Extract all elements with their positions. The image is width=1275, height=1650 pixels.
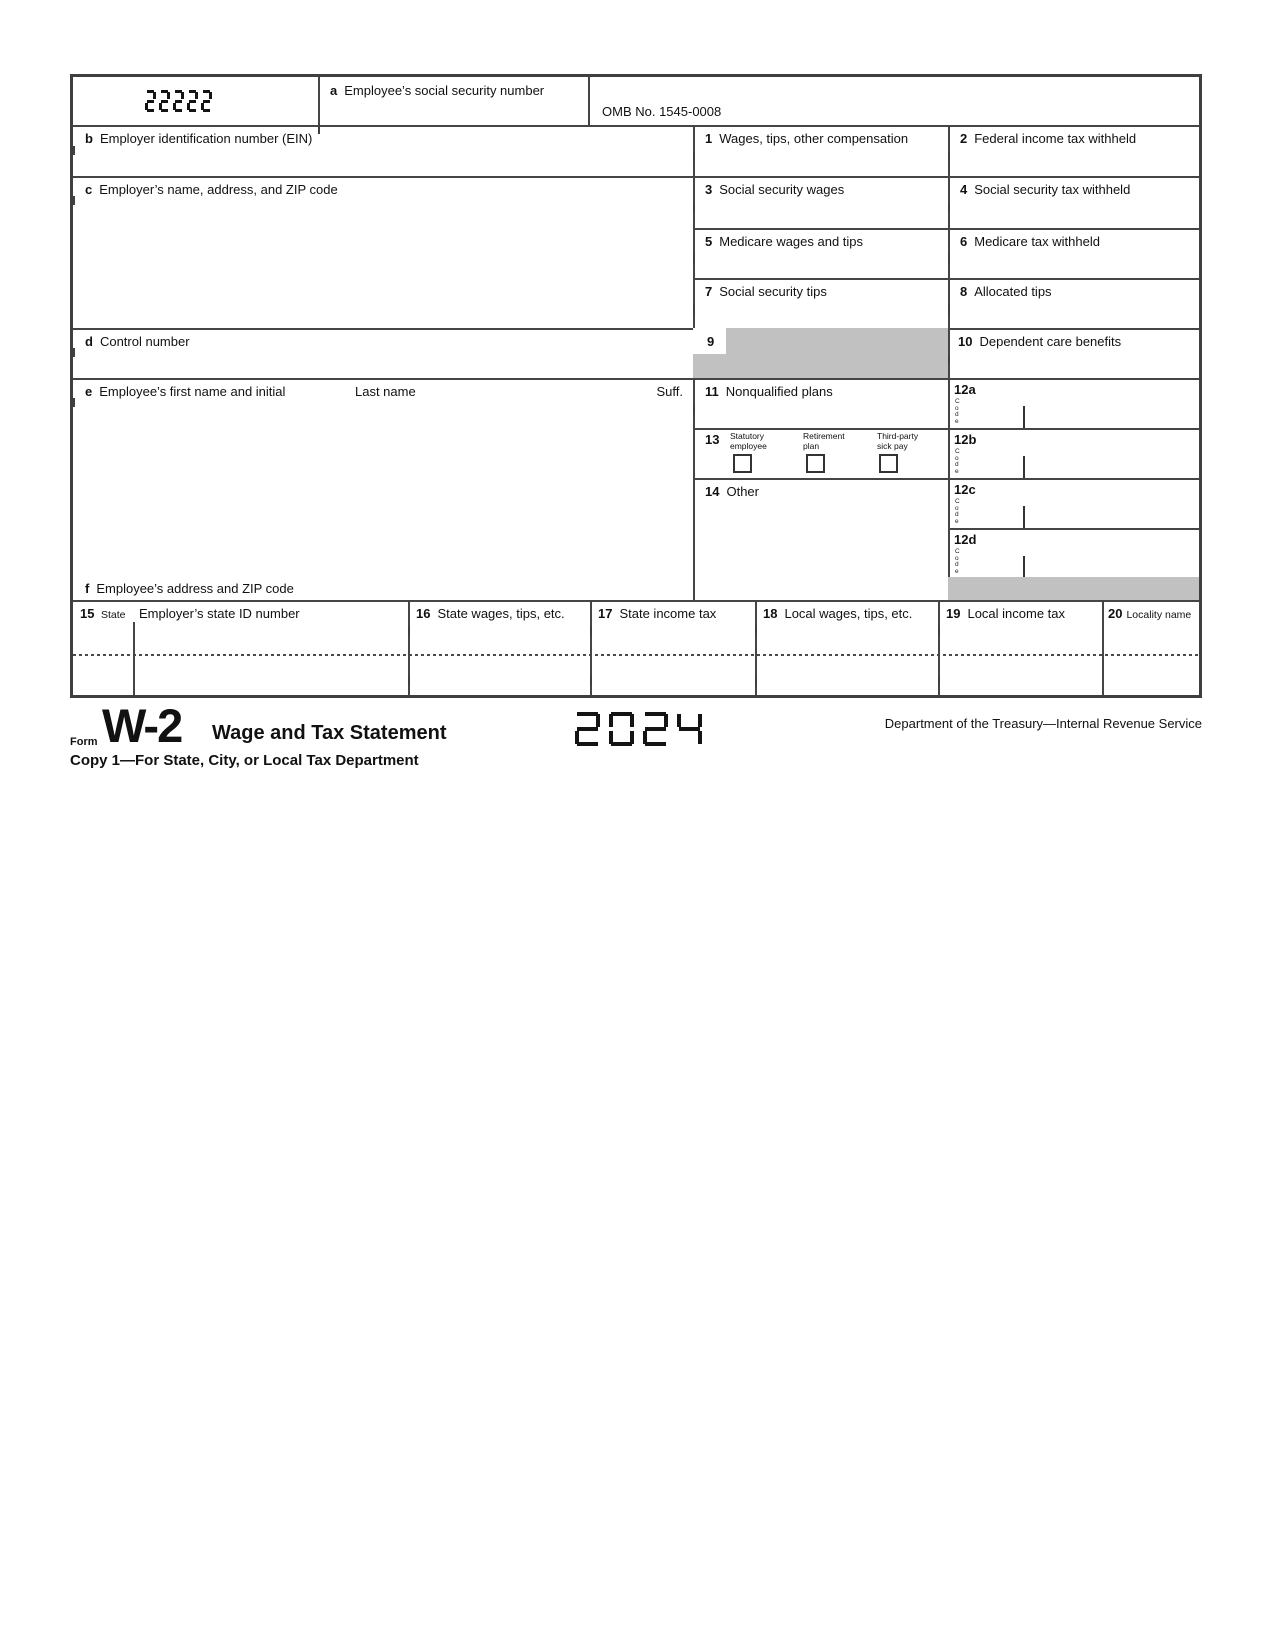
box-c-label: Employer’s name, address, and ZIP code: [99, 182, 338, 197]
box-12a[interactable]: [948, 378, 1199, 428]
box-f-letter: f: [85, 581, 90, 596]
box-12c-number: 12c: [954, 482, 976, 497]
year-digits: [575, 712, 711, 746]
box-c-letter: c: [85, 182, 93, 197]
box-a-letter: a: [330, 83, 338, 98]
box-15-state-label: State: [101, 609, 126, 621]
box-8-allocated-tips[interactable]: [948, 278, 1199, 328]
box-f-employee-address[interactable]: [73, 558, 693, 600]
box-3-label: Social security wages: [719, 182, 845, 197]
w2-form-grid: [70, 74, 1202, 698]
box-10-number: 10: [958, 334, 973, 349]
box-5-label: Medicare wages and tips: [719, 234, 864, 249]
form-code-box: [73, 77, 318, 125]
box-12c-code-label: Code: [955, 498, 960, 525]
box-c-employer[interactable]: [73, 176, 693, 328]
box-14-number: 14: [705, 484, 720, 499]
box-8-number: 8: [960, 284, 968, 299]
box-12d[interactable]: [948, 528, 1199, 577]
box-15-label: Employer’s state ID number: [139, 606, 300, 621]
box-19-label: Local income tax: [967, 606, 1066, 621]
box-16-number: 16: [416, 606, 431, 621]
form-title: Wage and Tax Statement: [212, 722, 447, 744]
box-3-ss-wages[interactable]: [693, 176, 948, 228]
box-13-number: 13: [705, 432, 720, 447]
code-entry-rule: [1023, 556, 1025, 577]
box-12c[interactable]: [948, 478, 1199, 528]
box-6-label: Medicare tax withheld: [974, 234, 1100, 249]
box-b-label: Employer identification number (EIN): [99, 131, 313, 146]
box-12b[interactable]: [948, 428, 1199, 478]
third-party-sick-pay-label: Third-party sick pay: [877, 431, 919, 451]
box-6-number: 6: [960, 234, 968, 249]
box-8-label: Allocated tips: [974, 284, 1052, 299]
box-20-number: 20: [1108, 606, 1123, 621]
last-name-label: Last name: [355, 384, 416, 399]
box-10-label: Dependent care benefits: [979, 334, 1122, 349]
box-11-label: Nonqualified plans: [725, 384, 833, 399]
omb-number: OMB No. 1545-0008: [602, 104, 722, 119]
box-d-control-number[interactable]: [73, 328, 693, 378]
box-d-label: Control number: [99, 334, 190, 349]
box-4-label: Social security tax withheld: [974, 182, 1131, 197]
box-14-other[interactable]: [693, 478, 948, 600]
box-a-ssn[interactable]: [318, 77, 588, 125]
box-e-employee-name[interactable]: [73, 378, 693, 558]
retirement-plan-label: Retirement plan: [803, 431, 845, 451]
box-2-label: Federal income tax withheld: [974, 131, 1137, 146]
box-3-number: 3: [705, 182, 713, 197]
box-17-number: 17: [598, 606, 613, 621]
box-6-medicare-tax[interactable]: [948, 228, 1199, 278]
box-15-number: 15: [80, 606, 95, 621]
box-18-local-wages[interactable]: [755, 600, 938, 701]
box-9-reserved: [693, 328, 948, 378]
box-a-label: Employee’s social security number: [344, 83, 545, 98]
agency-line: Department of the Treasury—Internal Revenue Service: [884, 716, 1202, 731]
box-b-letter: b: [85, 131, 93, 146]
third-party-sick-pay-checkbox[interactable]: [879, 454, 898, 473]
box-7-number: 7: [705, 284, 713, 299]
box-7-ss-tips[interactable]: [693, 278, 948, 328]
form-code-digits: [145, 90, 215, 112]
code-entry-rule: [1023, 406, 1025, 428]
box-1-label: Wages, tips, other compensation: [719, 131, 909, 146]
box-15-state[interactable]: [73, 600, 408, 701]
box-18-number: 18: [763, 606, 778, 621]
box-12a-number: 12a: [954, 382, 976, 397]
statutory-employee-label: Statutory employee: [730, 431, 767, 451]
box-4-number: 4: [960, 182, 968, 197]
box-12b-code-label: Code: [955, 448, 960, 475]
box-7-label: Social security tips: [719, 284, 827, 299]
box-20-label: Locality name: [1126, 609, 1192, 621]
box-9-number: 9: [707, 334, 715, 349]
box-5-number: 5: [705, 234, 713, 249]
shaded-strip: [948, 577, 1199, 600]
box-16-state-wages[interactable]: [408, 600, 590, 701]
box-4-ss-tax[interactable]: [948, 176, 1199, 228]
box-11-number: 11: [705, 384, 719, 399]
box-16-label: State wages, tips, etc.: [437, 606, 565, 621]
box-1-number: 1: [705, 131, 713, 146]
box-f-label: Employee’s address and ZIP code: [96, 581, 294, 596]
suffix-label: Suff.: [656, 384, 683, 399]
box-17-state-income-tax[interactable]: [590, 600, 755, 701]
code-entry-rule: [1023, 456, 1025, 478]
box-14-label: Other: [726, 484, 759, 499]
box-12d-number: 12d: [954, 532, 977, 547]
box-d-letter: d: [85, 334, 93, 349]
box-17-label: State income tax: [619, 606, 717, 621]
retirement-plan-checkbox[interactable]: [806, 454, 825, 473]
omb-cell: [588, 77, 1199, 125]
copy-line: Copy 1—For State, City, or Local Tax Department: [70, 752, 419, 769]
box-19-number: 19: [946, 606, 961, 621]
statutory-employee-checkbox[interactable]: [733, 454, 752, 473]
box-18-label: Local wages, tips, etc.: [784, 606, 913, 621]
box-12d-code-label: Code: [955, 548, 960, 575]
box-11-nonqualified-plans[interactable]: [693, 378, 948, 428]
box-12b-number: 12b: [954, 432, 977, 447]
box-2-federal-tax[interactable]: [948, 125, 1199, 176]
form-word: Form: [70, 736, 98, 748]
box-1-wages[interactable]: [693, 125, 948, 176]
form-number: W-2: [102, 699, 182, 752]
box-b-ein[interactable]: [73, 125, 693, 176]
box-10-dependent-care[interactable]: [948, 328, 1199, 378]
box-e-label: Employee’s first name and initial: [99, 384, 286, 399]
box-12a-code-label: Code: [955, 398, 960, 425]
box-13-checkboxes: [693, 428, 948, 478]
box-20-locality-name[interactable]: [1102, 600, 1199, 701]
box-2-number: 2: [960, 131, 968, 146]
code-entry-rule: [1023, 506, 1025, 528]
box-e-letter: e: [85, 384, 93, 399]
box-5-medicare-wages[interactable]: [693, 228, 948, 278]
box-19-local-income-tax[interactable]: [938, 600, 1102, 701]
